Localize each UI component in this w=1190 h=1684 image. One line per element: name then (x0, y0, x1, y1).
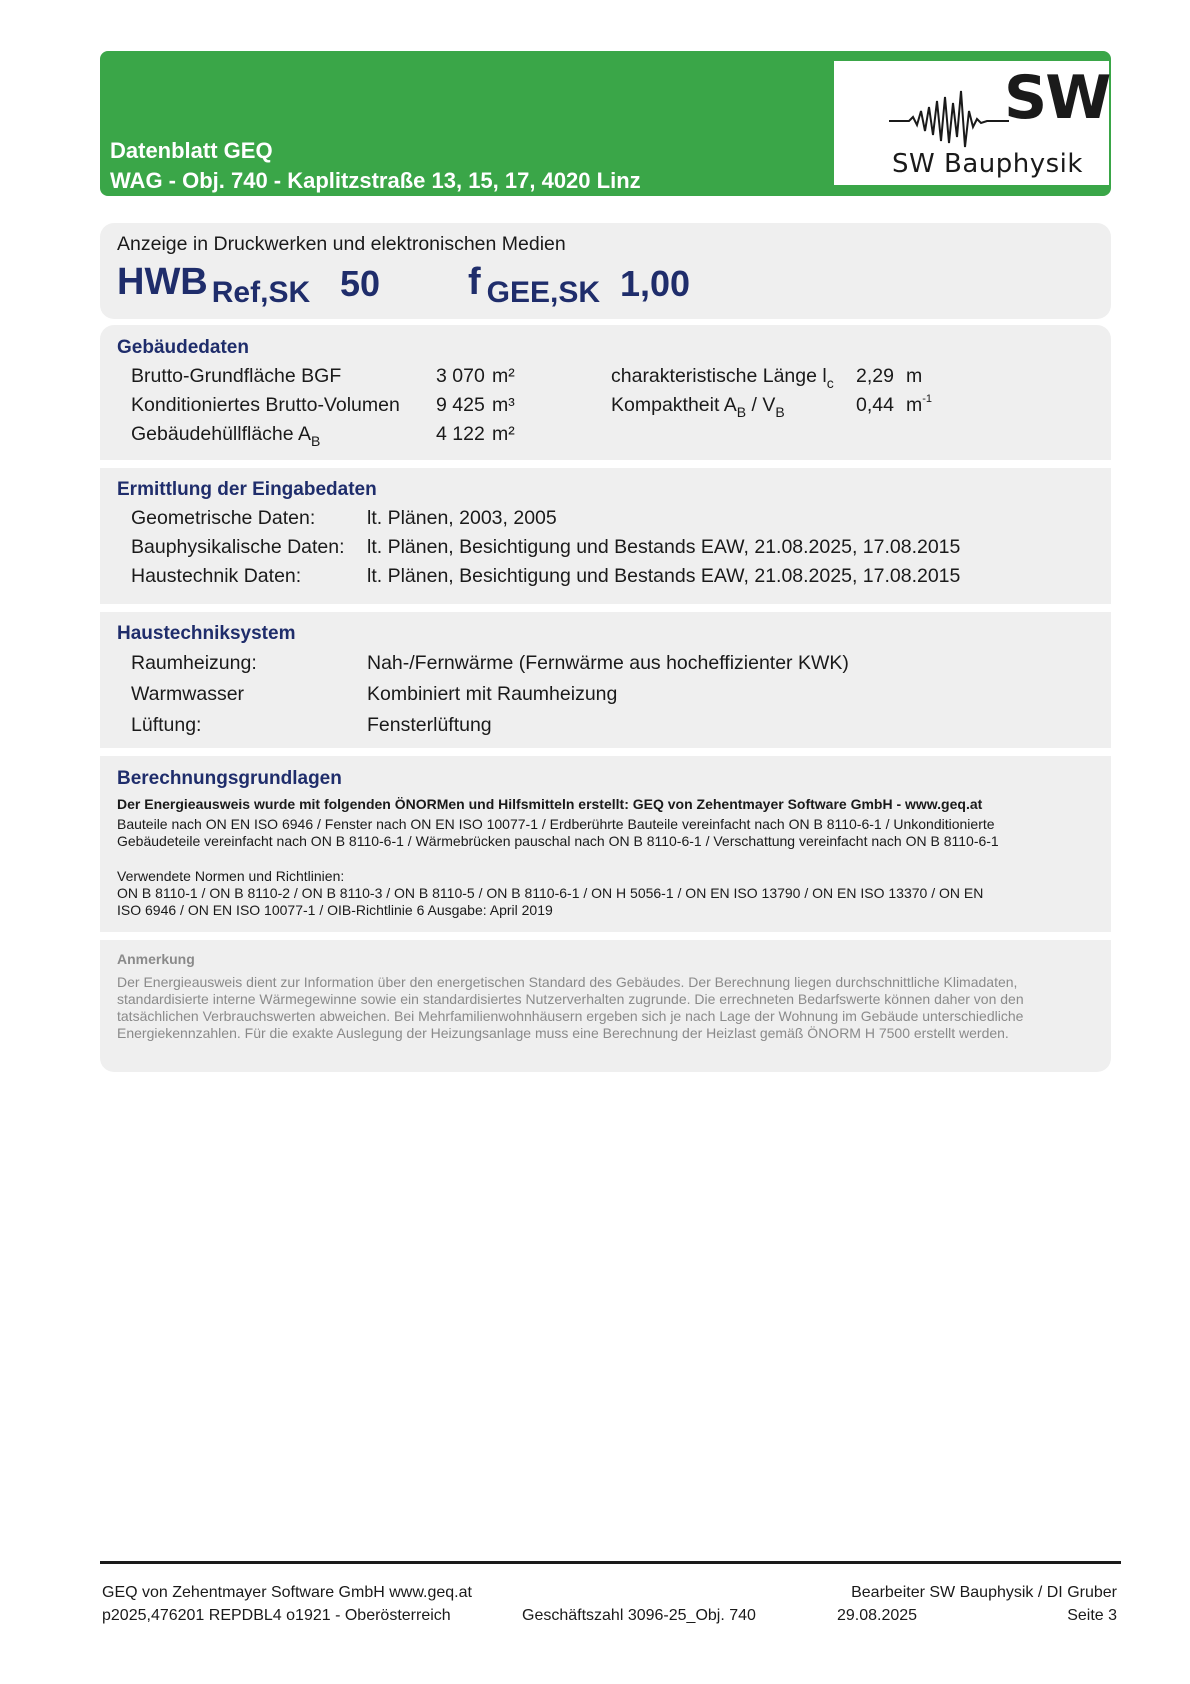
volume-value: 9 425 (436, 394, 485, 416)
huellflaeche-label: Gebäudehüllfläche $A_B$ (131, 423, 321, 449)
logo-text: SW Bauphysik (892, 149, 1083, 179)
footer-software: GEQ von Zehentmayer Software GmbH www.geq.at (102, 1584, 472, 1601)
normen-line-2: ISO 6946 / ON EN ISO 10077-1 / OIB-Richtlinie 6 Ausgabe: April 2019 (117, 902, 553, 918)
f-sub: GEE,SK (486, 276, 601, 309)
title-line-2: WAG - Obj. 740 - Kaplitzstraße 13, 15, 17, 4020 Linz (110, 168, 641, 193)
char-laenge-label: charakteristische Länge $l_c$ (611, 365, 834, 391)
normen-label: Verwendete Normen und Richtlinien: (117, 868, 345, 884)
berechnung-title: Berechnungsgrundlagen (117, 768, 342, 789)
anmerkung-panel (100, 940, 1111, 1072)
gebaeudedaten-title: Gebäudedaten (117, 337, 249, 358)
footer-divider (100, 1561, 1121, 1564)
f-main: f (468, 261, 481, 303)
footer-bearbeiter: Bearbeiter SW Bauphysik / DI Gruber (851, 1584, 1117, 1601)
eingabe-label-bauphysik: Bauphysikalische Daten: (131, 536, 345, 558)
eingabedaten-panel (100, 468, 1111, 604)
char-laenge-value: 2,29 (856, 365, 894, 387)
haustechnik-title: Haustechniksystem (117, 623, 296, 644)
eingabe-value-geometrie: lt. Plänen, 2003, 2005 (367, 507, 557, 529)
wave-icon (889, 81, 1009, 151)
footer-date: 29.08.2025 (837, 1607, 918, 1624)
berechnung-bold-line: Der Energieausweis wurde mit folgenden ÖNORMen und Hilfsmitteln erstellt: GEQ von Zehentmayer Software GmbH - www.geq.at (117, 796, 983, 812)
bgf-value: 3 070 (436, 365, 485, 387)
huellflaeche-unit: m² (492, 423, 515, 445)
document-title (110, 136, 641, 196)
eingabe-label-geometrie: Geometrische Daten: (131, 507, 316, 529)
haustechnik-panel (100, 612, 1111, 748)
char-laenge-unit: m (906, 365, 923, 387)
anmerkung-title: Anmerkung (117, 951, 195, 967)
anmerkung-line-2: standardisierte interne Wärmegewinne sowie ein standardisiertes Nutzerverhalten zugrunde. Die errechneten Bedarfswerte können daher von den (117, 991, 1024, 1007)
eingabe-value-haustechnik: lt. Plänen, Besichtigung und Bestands EAW, 21.08.2025, 17.08.2015 (367, 565, 961, 587)
anmerkung-line-3: tatsächlichen Verbrauchswerten abweichen. Bei Mehrfamilienwohnhäusern ergeben sich je nach Lage der Wohnung im Gebäude unterschiedliche (117, 1008, 1024, 1024)
anmerkung-line-4: Energiekennzahlen. Für die exakte Auslegung der Heizungsanlage muss eine Berechnung der Heizlast gemäß ÖNORM H 7500 erstellt werden. (117, 1025, 1009, 1041)
eingabe-label-haustechnik: Haustechnik Daten: (131, 565, 302, 587)
bgf-label: Brutto-Grundfläche BGF (131, 365, 342, 387)
volume-label: Konditioniertes Brutto-Volumen (131, 394, 400, 416)
kompaktheit-label: Kompaktheit $A_B / V_B$ (611, 394, 785, 420)
logo-letters: SW (1004, 63, 1110, 133)
f-value: 1,00 (620, 263, 691, 304)
footer-geschaeftszahl: Geschäftszahl 3096-25_Obj. 740 (522, 1607, 756, 1624)
raumheizung-value: Nah-/Fernwärme (Fernwärme aus hocheffizienter KWK) (367, 652, 849, 674)
title-line-1: Datenblatt GEQ (110, 138, 273, 163)
huellflaeche-value: 4 122 (436, 423, 485, 445)
lueftung-value: Fensterlüftung (367, 714, 492, 736)
sw-bauphysik-logo (834, 61, 1109, 185)
anzeige-panel (100, 223, 1111, 319)
anmerkung-line-1: Der Energieausweis dient zur Information über den energetischen Standard des Gebäudes. Der Berechnung liegen durchschnittliche Klimadaten, (117, 974, 1018, 990)
warmwasser-label: Warmwasser (131, 683, 245, 705)
footer-page-number: Seite 3 (1067, 1607, 1117, 1624)
bgf-unit: m² (492, 365, 515, 387)
hwb-indicator (117, 261, 311, 309)
berechnung-line-2: Gebäudeteile vereinfacht nach ON B 8110-6-1 / Wärmebrücken pauschal nach ON B 8110-6-1 / Verschattung vereinfacht nach ON B 8110-6-1 (117, 833, 999, 849)
hwb-sub: Ref,SK (211, 276, 311, 309)
lueftung-label: Lüftung: (131, 714, 202, 736)
footer-code: p2025,476201 REPDBL4 o1921 - Oberösterreich (102, 1607, 451, 1624)
berechnung-line-1: Bauteile nach ON EN ISO 6946 / Fenster nach ON EN ISO 10077-1 / Erdberührte Bauteile vereinfacht nach ON B 8110-6-1 / Unkonditionierte (117, 816, 995, 832)
anzeige-label: Anzeige in Druckwerken und elektronischen Medien (117, 233, 566, 255)
raumheizung-label: Raumheizung: (131, 652, 257, 674)
eingabedaten-title: Ermittlung der Eingabedaten (117, 479, 377, 500)
warmwasser-value: Kombiniert mit Raumheizung (367, 683, 618, 705)
eingabe-value-bauphysik: lt. Plänen, Besichtigung und Bestands EAW, 21.08.2025, 17.08.2015 (367, 536, 961, 558)
header-banner (100, 51, 1111, 196)
hwb-main: HWB (117, 261, 208, 303)
kompaktheit-value: 0,44 (856, 394, 894, 416)
berechnung-panel (100, 756, 1111, 932)
f-indicator (468, 261, 601, 309)
volume-unit: m³ (492, 394, 515, 416)
kompaktheit-unit: $m^{-1}$ (906, 393, 933, 416)
normen-line-1: ON B 8110-1 / ON B 8110-2 / ON B 8110-3 / ON B 8110-5 / ON B 8110-6-1 / ON H 5056-1 / ON EN ISO 13790 / ON EN ISO 13370 / ON EN (117, 885, 984, 901)
hwb-value: 50 (340, 263, 381, 304)
gebaeudedaten-panel (100, 325, 1111, 460)
